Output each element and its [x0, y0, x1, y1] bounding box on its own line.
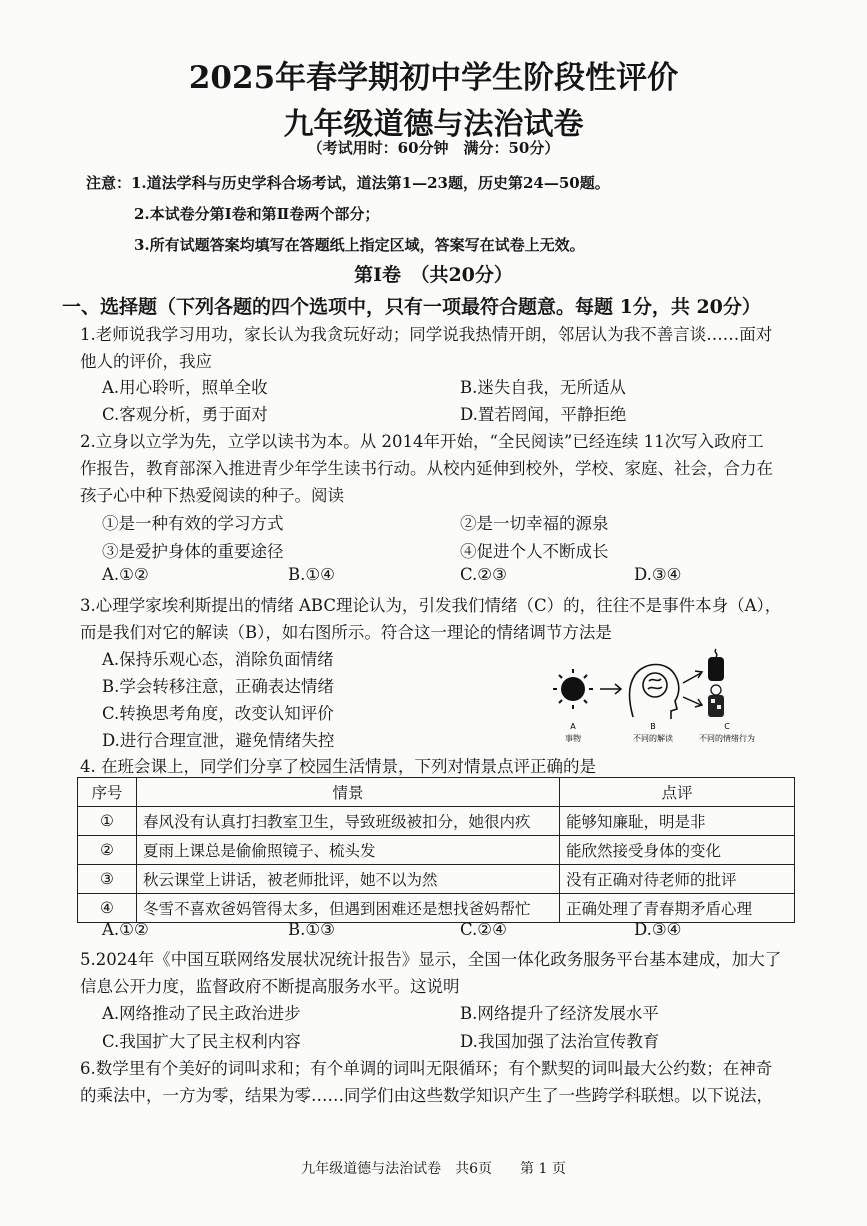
q4-option-b: B.①③ — [288, 920, 335, 939]
q3-option-b: B.学会转移注意，正确表达情绪 — [102, 677, 334, 696]
table-header-number: 序号 — [78, 778, 137, 807]
q3-option-d: D.进行合理宣泄，避免情绪失控 — [102, 731, 335, 750]
q3-option-c: C.转换思考角度，改变认知评价 — [102, 704, 334, 723]
q2-statement-1: ①是一种有效的学习方式 — [102, 514, 284, 533]
row-number: ③ — [78, 865, 137, 894]
diagram-label-c: C — [724, 722, 730, 731]
section-title: 第Ⅰ卷 （共20分） — [354, 264, 513, 286]
row-comment: 能够知廉耻，明是非 — [560, 807, 795, 836]
row-scene: 夏雨上课总是偷偷照镜子、梳头发 — [137, 836, 560, 865]
q2-option-b: B.①④ — [288, 565, 335, 584]
note-3: 3.所有试题答案均填写在答题纸上指定区域，答案写在试卷上无效。 — [134, 236, 585, 254]
row-scene: 冬雪不喜欢爸妈管得太多，但遇到困难还是想找爸妈帮忙 — [137, 894, 560, 923]
table-row — [78, 865, 795, 894]
part-title: 一、选择题（下列各题的四个选项中，只有一项最符合题意。每题 1分，共 20分） — [62, 296, 761, 318]
table-row — [78, 836, 795, 865]
q4-stem: 4. 在班会课上，同学们分享了校园生活情景，下列对情景点评正确的是 — [80, 757, 596, 776]
q1-option-d: D.置若罔闻，平静拒绝 — [460, 405, 627, 424]
row-number: ④ — [78, 894, 137, 923]
table-row — [78, 807, 795, 836]
q2-statement-4: ④促进个人不断成长 — [460, 542, 609, 561]
q2-statement-3: ③是爱护身体的重要途径 — [102, 542, 284, 561]
page-footer: 九年级道德与法治试卷 共6页 第 1 页 — [301, 1161, 566, 1177]
table-row — [78, 894, 795, 923]
abc-emotion-diagram — [545, 647, 765, 747]
table-header-scene: 情景 — [137, 778, 560, 807]
row-number: ① — [78, 807, 137, 836]
q3-stem-line1: 3.心理学家埃利斯提出的情绪 ABC理论认为，引发我们情绪（C）的，往往不是事件本身（A）， — [80, 596, 782, 615]
exam-title: 2025年春学期初中学生阶段性评价 — [188, 60, 679, 96]
q6-stem-line2: 的乘法中，一方为零，结果为零……同学们由这些数学知识产生了一些跨学科联想。以下说法， — [80, 1086, 773, 1105]
q2-option-c: C.②③ — [460, 565, 507, 584]
exam-subject-title: 九年级道德与法治试卷 — [283, 107, 584, 142]
diagram-text-c: 不同的情绪行为 — [699, 734, 755, 743]
q5-option-b: B.网络提升了经济发展水平 — [460, 1004, 659, 1023]
q3-stem-line2: 而是我们对它的解读（B），如右图所示。符合这一理论的情绪调节方法是 — [80, 623, 612, 642]
row-scene: 春风没有认真打扫教室卫生，导致班级被扣分，她很内疚 — [137, 807, 560, 836]
q2-stem-line2: 作报告，教育部深入推进青少年学生读书行动。从校内延伸到校外，学校、家庭、社会，合力在 — [80, 459, 773, 478]
diagram-text-b: 不同的解读 — [633, 734, 673, 743]
scenario-table — [77, 777, 795, 923]
q6-stem-line1: 6.数学里有个美好的词叫求和；有个单调的词叫无限循环；有个默契的词叫最大公约数；在神奇 — [80, 1059, 773, 1078]
q1-option-c: C.客观分析，勇于面对 — [102, 405, 268, 424]
event-icon — [553, 669, 593, 709]
q5-option-a: A.网络推动了民主政治进步 — [102, 1004, 301, 1023]
q1-stem-line1: 1.老师说我学习用功，家长认为我贪玩好动；同学说我热情开朗，邻居认为我不善言谈……面对 — [80, 325, 773, 344]
row-comment: 能欣然接受身体的变化 — [560, 836, 795, 865]
note-2: 2.本试卷分第Ⅰ卷和第Ⅱ卷两个部分； — [134, 205, 380, 223]
q2-stem-line3: 孩子心中种下热爱阅读的种子。阅读 — [80, 486, 344, 505]
arrow-icon — [600, 684, 621, 694]
row-number: ② — [78, 836, 137, 865]
diagram-label-a: A — [570, 722, 576, 731]
q1-option-a: A.用心聆听，照单全收 — [102, 378, 268, 397]
arrow-icon — [683, 671, 702, 707]
diagram-text-a: 事物 — [565, 734, 581, 743]
q2-option-a: A.①② — [102, 565, 149, 584]
q4-option-a: A.①② — [102, 920, 149, 939]
row-scene: 秋云课堂上讲话，被老师批评，她不以为然 — [137, 865, 560, 894]
q5-stem-line2: 信息公开力度，监督政府不断提高服务水平。这说明 — [80, 977, 460, 996]
q5-stem-line1: 5.2024年《中国互联网络发展状况统计报告》显示，全国一体化政务服务平台基本建成，加大了 — [80, 950, 782, 969]
row-comment: 没有正确对待老师的批评 — [560, 865, 795, 894]
q4-option-d: D.③④ — [634, 920, 682, 939]
diagram-label-b: B — [650, 722, 656, 731]
q1-stem-line2: 他人的评价，我应 — [80, 352, 212, 371]
q5-option-c: C.我国扩大了民主权利内容 — [102, 1032, 301, 1051]
exam-info: （考试用时：60分钟 满分：50分） — [307, 139, 560, 157]
head-icon — [630, 665, 679, 720]
emotion-figure-icon — [708, 649, 724, 717]
row-comment: 正确处理了青春期矛盾心理 — [560, 894, 795, 923]
q5-option-d: D.我国加强了法治宣传教育 — [460, 1032, 660, 1051]
table-header-comment: 点评 — [560, 778, 795, 807]
note-1: 注意：1.道法学科与历史学科合场考试，道法第1—23题，历史第24—50题。 — [86, 174, 610, 192]
q2-option-d: D.③④ — [634, 565, 682, 584]
q2-statement-2: ②是一切幸福的源泉 — [460, 514, 609, 533]
q3-option-a: A.保持乐观心态，消除负面情绪 — [102, 650, 334, 669]
table-header-row — [78, 778, 795, 807]
q1-option-b: B.迷失自我，无所适从 — [460, 378, 626, 397]
q4-option-c: C.②④ — [460, 920, 507, 939]
q2-stem-line1: 2.立身以立学为先，立学以读书为本。从 2014年开始，“全民阅读”已经连续 11次写入政府工 — [80, 432, 764, 451]
